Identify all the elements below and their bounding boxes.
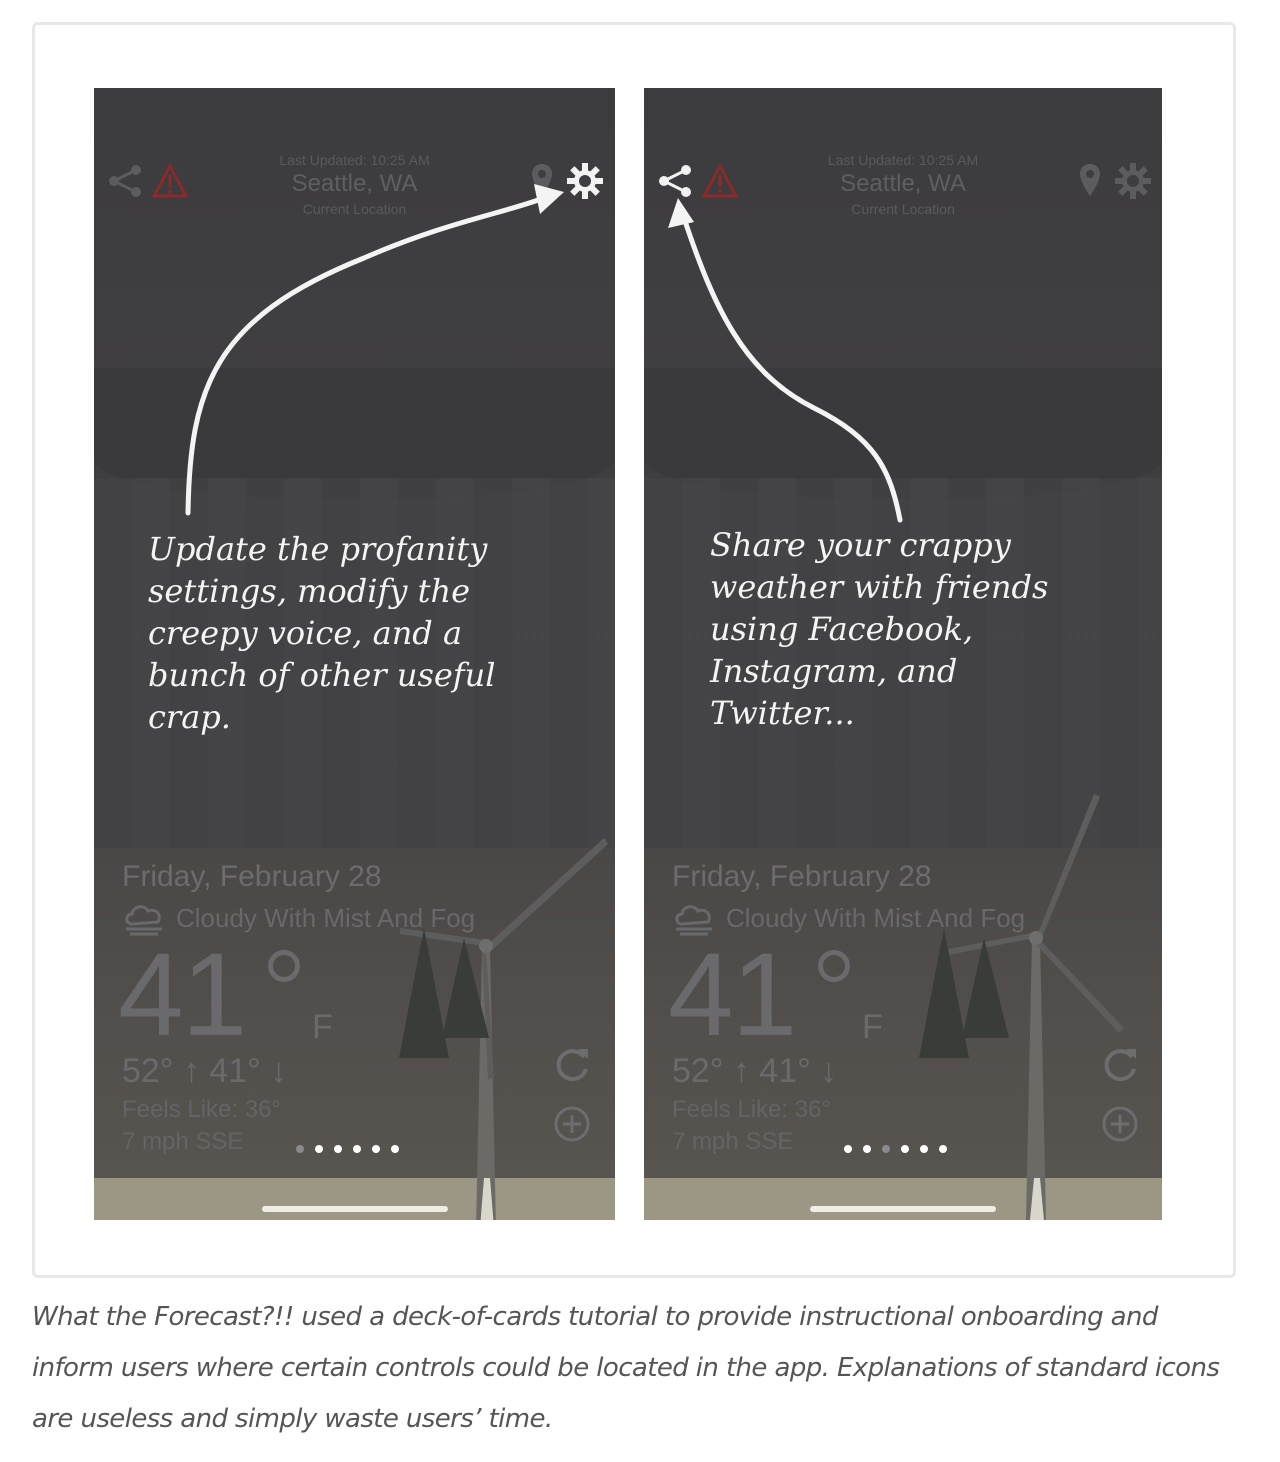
page-dot[interactable] (863, 1145, 871, 1153)
annotation-line: Share your crappy (710, 526, 1011, 564)
annotation-line: Twitter... (710, 694, 855, 732)
refresh-icon[interactable] (552, 1045, 592, 1085)
page-dot[interactable] (315, 1145, 323, 1153)
forecast-date: Friday, February 28 (122, 860, 382, 893)
temperature-unit: F (862, 1008, 883, 1046)
annotation-line: weather with friends (710, 568, 1049, 606)
high-low-temperature: 52° ↑ 41° ↓ (672, 1052, 838, 1090)
add-location-icon[interactable] (552, 1104, 592, 1144)
annotation-line: bunch of other useful (148, 656, 496, 694)
page-indicator (844, 1145, 947, 1153)
trees-illustration (394, 928, 494, 1068)
current-temperature: 41 (668, 929, 796, 1061)
wind-speed: 7 mph SSE (122, 1128, 244, 1155)
sky-background (644, 88, 1162, 388)
page-dot[interactable] (334, 1145, 342, 1153)
settings-gear-icon[interactable] (1114, 162, 1152, 200)
location-pin-icon[interactable] (530, 162, 554, 198)
top-bar (94, 148, 615, 218)
feels-like: Feels Like: 36° (122, 1096, 282, 1123)
figure-caption: What the Forecast?!! used a deck-of-cards tutorial to provide instructional onboarding and inform users where certain controls could be located in the app. Explanations of standard icons are useless and simply waste users’ time. (32, 1302, 1220, 1434)
location-pin-icon[interactable] (1078, 162, 1102, 198)
phone-screen-settings-tutorial (94, 88, 615, 1220)
refresh-icon[interactable] (1100, 1045, 1140, 1085)
annotation-line: Instagram, and (710, 652, 958, 690)
degree-symbol (818, 950, 850, 982)
trees-illustration (914, 928, 1014, 1068)
annotation-text (148, 528, 495, 738)
wind-speed: 7 mph SSE (672, 1128, 794, 1155)
city-name[interactable]: Seattle, WA (840, 170, 966, 197)
top-bar (644, 148, 1162, 218)
page-dot[interactable] (391, 1145, 399, 1153)
last-updated-label: Last Updated: 10:25 AM (827, 152, 979, 168)
add-location-icon[interactable] (1100, 1104, 1140, 1144)
annotation-line: crap. (148, 698, 231, 736)
feels-like: Feels Like: 36° (672, 1096, 832, 1123)
page-dot[interactable] (939, 1145, 947, 1153)
page-dot[interactable] (882, 1145, 890, 1153)
annotation-line: settings, modify the (148, 572, 470, 610)
page-dot[interactable] (844, 1145, 852, 1153)
page-indicator (296, 1145, 399, 1153)
annotation-line: creepy voice, and a (148, 614, 463, 652)
annotation-text (710, 524, 1048, 734)
page-dot[interactable] (920, 1145, 928, 1153)
sky-background (94, 88, 615, 388)
page-dot[interactable] (296, 1145, 304, 1153)
current-temperature: 41 (118, 929, 246, 1061)
page-dot[interactable] (901, 1145, 909, 1153)
city-name[interactable]: Seattle, WA (291, 170, 418, 197)
weather-condition: Cloudy With Mist And Fog (176, 903, 476, 933)
phone-screen-share-tutorial (644, 88, 1162, 1220)
page-dot[interactable] (372, 1145, 380, 1153)
weather-condition: Cloudy With Mist And Fog (726, 903, 1026, 933)
temperature-unit: F (312, 1008, 333, 1046)
home-indicator[interactable] (810, 1206, 996, 1212)
forecast-date: Friday, February 28 (672, 860, 932, 893)
high-low-temperature: 52° ↑ 41° ↓ (122, 1052, 288, 1090)
home-indicator[interactable] (262, 1206, 448, 1212)
page-dot[interactable] (353, 1145, 361, 1153)
current-location-label: Current Location (302, 201, 407, 217)
last-updated-label: Last Updated: 10:25 AM (279, 152, 430, 168)
current-location-label: Current Location (851, 201, 955, 217)
annotation-line: using Facebook, (710, 610, 974, 648)
annotation-line: Update the profanity (148, 530, 488, 568)
settings-gear-icon[interactable] (566, 162, 604, 200)
degree-symbol (268, 950, 300, 982)
